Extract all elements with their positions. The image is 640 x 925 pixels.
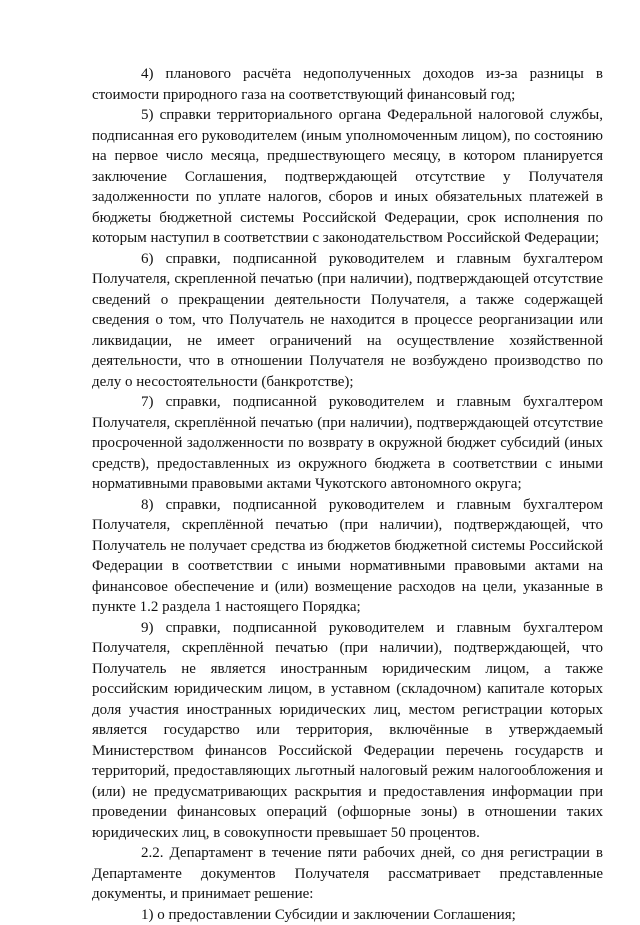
paragraph-item-4: 4) планового расчёта недополученных доходов из-за разницы в стоимости природного газа на соответствующий финансовый год; (92, 64, 603, 105)
paragraph-decision-1: 1) о предоставлении Субсидии и заключении Соглашения; (92, 905, 603, 925)
document-body (92, 64, 603, 925)
paragraph-item-8: 8) справки, подписанной руководителем и главным бухгалтером Получателя, скреплённой печатью (при наличии), подтверждающей, что Получатель не получает средства из бюджетов бюджетной системы Российской Федерации в соответствии с иными нормативными правовыми актами на финансовое обеспечение и (или) возмещение расходов на цели, указанные в пункте 1.2 раздела 1 настоящего Порядка; (92, 495, 603, 618)
paragraph-section-2-2: 2.2. Департамент в течение пяти рабочих дней, со дня регистрации в Департаменте документов Получателя рассматривает представленные документы, и принимает решение: (92, 843, 603, 905)
paragraph-item-6: 6) справки, подписанной руководителем и главным бухгалтером Получателя, скрепленной печатью (при наличии), подтверждающей отсутствие сведений о прекращении деятельности Получателя, а также содержащей сведения о том, что Получатель не находится в процессе реорганизации или ликвидации, не имеет ограничений на осуществление хозяйственной деятельности, что в отношении Получателя не возбуждено производство по делу о несостоятельности (банкротстве); (92, 249, 603, 393)
paragraph-item-9: 9) справки, подписанной руководителем и главным бухгалтером Получателя, скреплённой печатью (при наличии), подтверждающей, что Получатель не является иностранным юридическим лицом, а также российским юридическим лицом, в уставном (складочном) капитале которых доля участия иностранных юридических лиц, местом регистрации которых является государство или территория, включённые в утверждаемый Министерством финансов Российской Федерации перечень государств и территорий, предоставляющих льготный налоговый режим налогообложения и (или) не предусматривающих раскрытия и предоставления информации при проведении финансовых операций (офшорные зоны) в отношении таких юридических лиц, в совокупности превышает 50 процентов. (92, 618, 603, 844)
paragraph-item-5: 5) справки территориального органа Федеральной налоговой службы, подписанная его руководителем (иным уполномоченным лицом), по состоянию на первое число месяца, предшествующего месяцу, в котором планируется заключение Соглашения, подтверждающей отсутствие у Получателя задолженности по уплате налогов, сборов и иных обязательных платежей в бюджеты бюджетной системы Российской Федерации, срок исполнения по которым наступил в соответствии с законодательством Российской Федерации; (92, 105, 603, 249)
paragraph-item-7: 7) справки, подписанной руководителем и главным бухгалтером Получателя, скреплённой печатью (при наличии), подтверждающей отсутствие просроченной задолженности по возврату в окружной бюджет субсидий (иных средств), предоставленных из окружного бюджета в соответствии с иными нормативными правовыми актами Чукотского автономного округа; (92, 392, 603, 495)
